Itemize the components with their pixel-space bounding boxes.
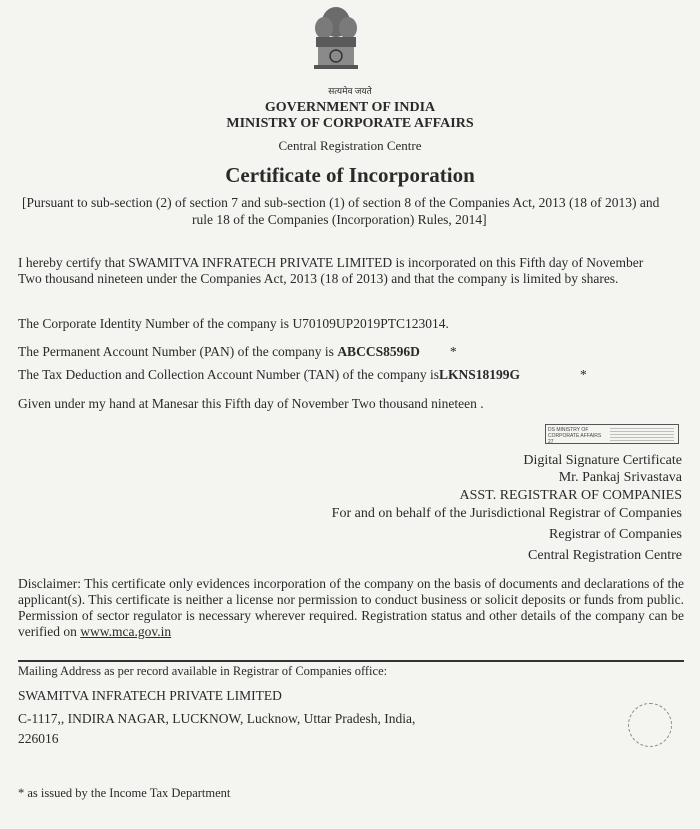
pursuant-line-1: [Pursuant to sub-section (2) of section 7 and sub-section (1) of section 8 of the Companies Act, 2013 (18 of 2013) and: [22, 195, 660, 210]
tan-label: The Tax Deduction and Collection Account Number (TAN) of the company is: [18, 367, 439, 382]
cin-label: The Corporate Identity Number of the company is: [18, 316, 290, 331]
government-heading: GOVERNMENT OF INDIA: [264, 100, 436, 115]
footnote: * as issued by the Income Tax Department: [18, 786, 231, 800]
cin-statement: [18, 316, 449, 332]
certify-line-2: Two thousand nineteen under the Companies Act, 2013 (18 of 2013) and that the company is limited by shares.: [18, 271, 619, 286]
divider: [18, 660, 684, 662]
signatory-name: Mr. Pankaj Srivastava: [558, 470, 682, 485]
pan-value: ABCCS8596D: [337, 344, 420, 359]
emblem-seal-icon: [628, 703, 672, 747]
pan-label: The Permanent Account Number (PAN) of the company is: [18, 344, 334, 359]
pan-footnote-mark: *: [449, 344, 457, 359]
signature-centre: Central Registration Centre: [528, 548, 682, 563]
tan-statement: [18, 367, 587, 383]
mailing-line-2: C-1117,, INDIRA NAGAR, LUCKNOW, Lucknow, Uttar Pradesh, India,: [18, 711, 416, 726]
pan-statement: [18, 344, 457, 360]
mailing-line-3: 226016: [18, 731, 59, 746]
certify-line-1: I hereby certify that SWAMITVA INFRATECH PRIVATE LIMITED is incorporated on this Fifth day of November: [18, 255, 644, 270]
stamp-text: DS MINISTRY OF CORPORATE AFFAIRS 27: [548, 427, 602, 445]
digital-signature-stamp: [545, 424, 679, 444]
motto: सत्यमेव जयते: [328, 86, 372, 96]
disclaimer-text: Disclaimer: This certificate only evidences incorporation of the company on the basis of documents and declarations of the applicant(s). This certificate is neither a license nor permission to conduct business or solicit deposits or funds from public. Permission of sector regulator is necessary wherever required. Registration status and other details of the company can be verified on: [18, 576, 684, 639]
signatory-title: ASST. REGISTRAR OF COMPANIES: [459, 488, 682, 503]
signature-behalf: For and on behalf of the Jurisdictional Registrar of Companies: [331, 506, 682, 521]
cin-value: U70109UP2019PTC123014.: [292, 316, 449, 331]
mca-link[interactable]: www.mca.gov.in: [80, 624, 172, 639]
given-statement: Given under my hand at Manesar this Fifth day of November Two thousand nineteen .: [18, 396, 484, 411]
centre-heading: Central Registration Centre: [278, 138, 422, 153]
tan-value: LKNS18199G: [439, 367, 521, 382]
signature-line: Digital Signature Certificate: [523, 453, 682, 468]
signature-roc: Registrar of Companies: [549, 527, 682, 542]
certificate-title: Certificate of Incorporation: [225, 163, 475, 187]
mailing-heading: Mailing Address as per record available in Registrar of Companies office:: [18, 664, 388, 678]
tan-footnote-mark: *: [580, 367, 587, 382]
pursuant-line-2: rule 18 of the Companies (Incorporation) Rules, 2014]: [192, 212, 487, 227]
disclaimer: [18, 576, 684, 640]
national-emblem-icon: [306, 4, 366, 82]
mailing-line-1: SWAMITVA INFRATECH PRIVATE LIMITED: [18, 688, 282, 703]
ministry-heading: MINISTRY OF CORPORATE AFFAIRS: [226, 116, 474, 131]
